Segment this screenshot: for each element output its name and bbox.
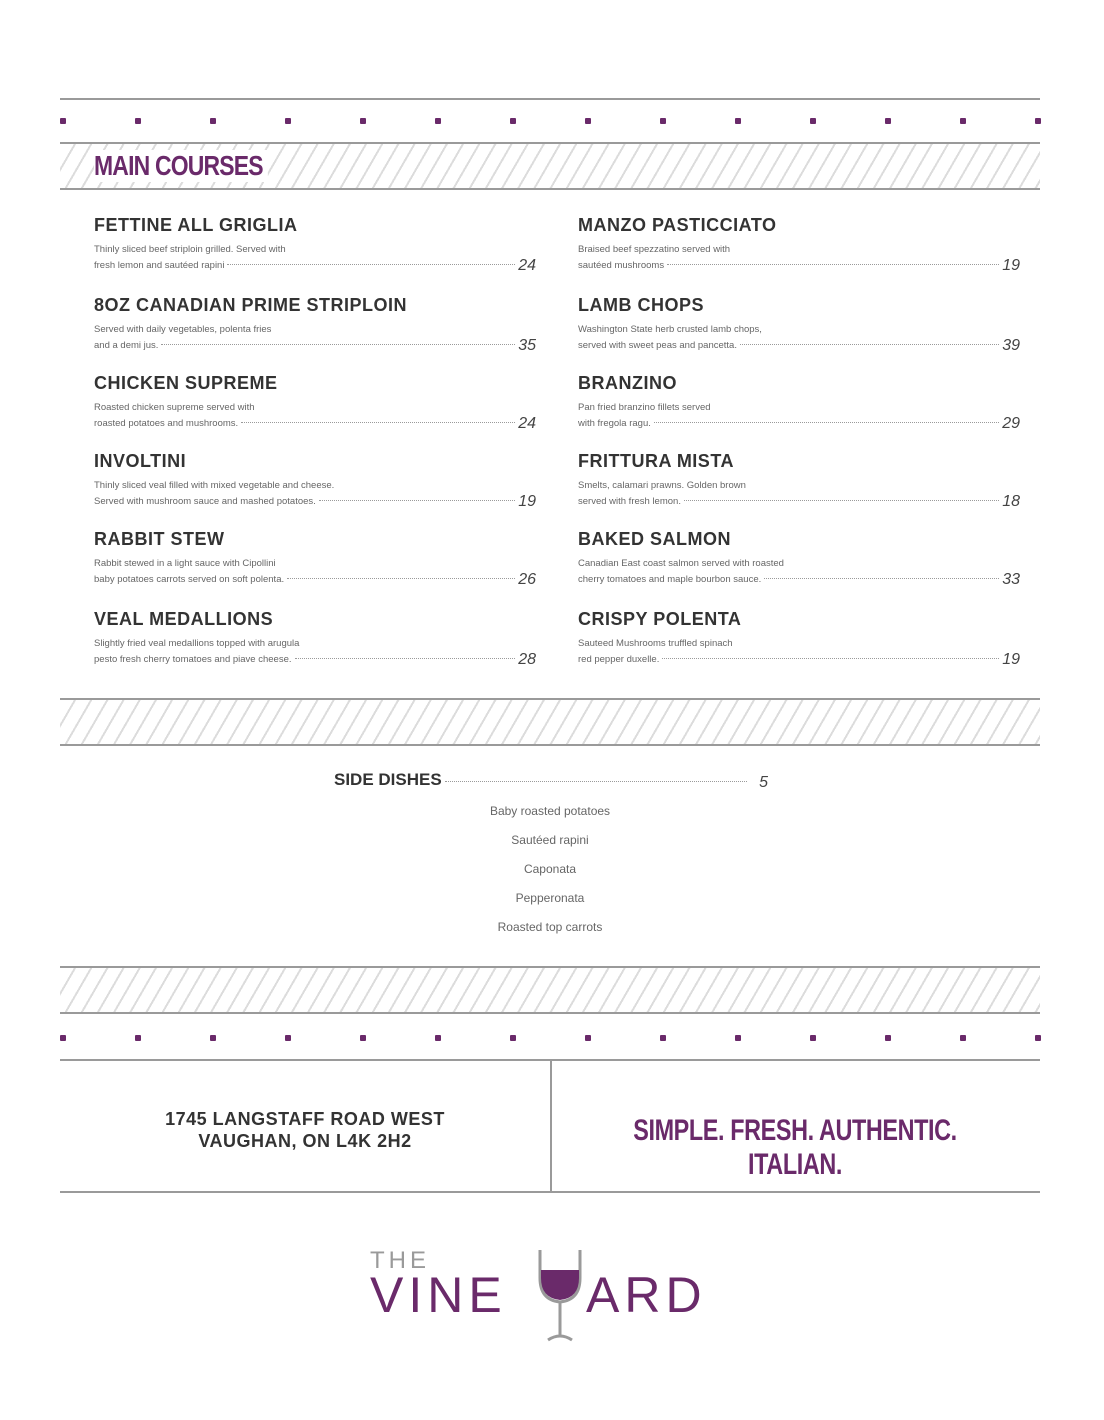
item-desc-line: Roasted chicken supreme served with [94,402,255,413]
item-name: 8OZ CANADIAN PRIME STRIPLOIN [94,295,408,315]
item-price: 33 [1002,571,1020,588]
logo-name-left: VINE [370,1267,507,1323]
item-description [94,637,536,667]
item-description [94,479,536,509]
item-description [578,637,1020,667]
side-dishes-list [0,802,1100,947]
dot-leader [684,500,999,501]
side-dish-item: Pepperonata [515,891,585,905]
item-desc-line: cherry tomatoes and maple bourbon sauce. [578,574,762,585]
item-desc-line: Rabbit stewed in a light sauce with Cipollini [94,558,276,569]
dot-leader [295,658,515,659]
menu-item [94,215,536,285]
menu-item [94,451,536,521]
item-description [94,243,536,273]
menu-item [94,609,536,679]
decorative-dot [810,118,816,124]
logo-name-right: ARD [586,1267,707,1323]
item-desc-line: Washington State herb crusted lamb chops, [578,324,762,335]
item-desc-line: Served with daily vegetables, polenta fries [94,324,272,335]
decorative-dot [960,118,966,124]
item-desc-line: Served with mushroom sauce and mashed potatoes. [94,496,316,507]
decorative-dot [510,118,516,124]
decorative-dot [60,118,66,124]
item-desc-line: and a demi jus. [94,340,159,351]
dot-leader [161,344,515,345]
item-price: 28 [518,651,536,668]
menu-item [578,215,1020,285]
menu-item [94,529,536,599]
item-name: RABBIT STEW [94,529,225,549]
item-price: 19 [518,493,536,510]
item-desc-line: red pepper duxelle. [578,654,660,665]
bottom-dot-row [60,1035,1040,1043]
item-desc-line: Thinly sliced beef striploin grilled. Served with [94,244,286,255]
menu-item [578,609,1020,679]
item-price: 29 [1002,415,1020,432]
item-desc-line: Canadian East coast salmon served with roasted [578,558,784,569]
vineyard-logo [360,1240,740,1350]
item-name: LAMB CHOPS [578,295,704,315]
wine-glass-icon [540,1250,580,1340]
decorative-dot [735,1035,741,1041]
menu-item [94,295,536,365]
item-name: MANZO PASTICCIATO [578,215,777,235]
item-desc-line: fresh lemon and sautéed rapini [94,260,225,271]
dot-leader [241,422,515,423]
decorative-dot [360,1035,366,1041]
item-name: CHICKEN SUPREME [94,373,278,393]
footer-divider [550,1060,552,1192]
lower-rule-bottom [60,1012,1040,1014]
dot-leader [287,578,515,579]
address-line: 1745 LANGSTAFF ROAD WEST [165,1109,445,1129]
top-dot-row [60,118,1040,126]
item-price: 19 [1002,651,1020,668]
item-description [578,557,1020,587]
decorative-dot [60,1035,66,1041]
item-desc-line: Pan fried branzino fillets served [578,402,711,413]
menu-item [94,373,536,443]
decorative-dot [510,1035,516,1041]
item-desc-line: baby potatoes carrots served on soft polenta. [94,574,285,585]
item-description [94,323,536,353]
side-dishes-price: 5 [759,774,768,791]
item-name: BRANZINO [578,373,677,393]
menu-item [578,529,1020,599]
decorative-dot [810,1035,816,1041]
address [60,1108,550,1152]
side-dish-item: Sautéed rapini [511,833,589,847]
mid-hatch-band [60,700,1040,744]
top-rule [60,98,1040,100]
item-description [578,323,1020,353]
item-desc-line: roasted potatoes and mushrooms. [94,418,239,429]
item-price: 24 [518,257,536,274]
address-line: VAUGHAN, ON L4K 2H2 [198,1131,412,1151]
decorative-dot [210,1035,216,1041]
decorative-dot [285,1035,291,1041]
item-desc-line: Sauteed Mushrooms truffled spinach [578,638,733,649]
item-name: BAKED SALMON [578,529,731,549]
mid-rule-bottom [60,744,1040,746]
lower-hatch-band [60,968,1040,1012]
dot-leader [740,344,999,345]
logo-the-text: THE [370,1247,430,1274]
decorative-dot [435,118,441,124]
menu-item [578,295,1020,365]
decorative-dot [885,1035,891,1041]
side-dishes-header [334,770,768,790]
item-name: FRITTURA MISTA [578,451,734,471]
item-name: CRISPY POLENTA [578,609,742,629]
item-description [94,401,536,431]
item-desc-line: served with sweet peas and pancetta. [578,340,737,351]
decorative-dot [660,118,666,124]
decorative-dot [285,118,291,124]
decorative-dot [135,1035,141,1041]
item-desc-line: sautéed mushrooms [578,260,665,271]
decorative-dot [360,118,366,124]
item-price: 19 [1002,257,1020,274]
item-desc-line: Thinly sliced veal filled with mixed vegetable and cheese. [94,480,335,491]
decorative-dot [735,118,741,124]
item-name: FETTINE ALL GRIGLIA [94,215,298,235]
footer-rule-bottom [60,1191,1040,1193]
item-name: VEAL MEDALLIONS [94,609,274,629]
side-dishes-label: SIDE DISHES [334,770,442,789]
menu-item [578,451,1020,521]
dot-leader [654,422,999,423]
tagline: SIMPLE. FRESH. AUTHENTIC. ITALIAN. [633,1114,957,1181]
item-desc-line: Braised beef spezzatino served with [578,244,731,255]
dot-leader [667,264,999,265]
menu-item [578,373,1020,443]
dot-leader [662,658,999,659]
side-dish-item: Caponata [523,862,577,876]
decorative-dot [960,1035,966,1041]
side-dish-item: Baby roasted potatoes [489,804,611,818]
item-name: INVOLTINI [94,451,187,471]
item-price: 26 [518,571,536,588]
decorative-dot [435,1035,441,1041]
item-desc-line: Slightly fried veal medallions topped with arugula [94,638,300,649]
decorative-dot [1035,118,1041,124]
decorative-dot [210,118,216,124]
dot-leader [764,578,999,579]
item-desc-line: pesto fresh cherry tomatoes and piave cheese. [94,654,292,665]
item-price: 24 [518,415,536,432]
section-title: MAIN COURSES [94,150,268,182]
decorative-dot [885,118,891,124]
item-desc-line: served with fresh lemon. [578,496,681,507]
decorative-dot [135,118,141,124]
item-price: 35 [518,337,536,354]
item-price: 18 [1002,493,1020,510]
item-price: 39 [1002,337,1020,354]
header-rule-bottom [60,188,1040,190]
side-dish-item: Roasted top carrots [497,920,603,934]
item-description [578,479,1020,509]
item-description [94,557,536,587]
dot-leader [319,500,515,501]
dot-leader [445,781,747,782]
decorative-dot [585,118,591,124]
item-description [578,243,1020,273]
dot-leader [227,264,515,265]
item-description [578,401,1020,431]
item-desc-line: Smelts, calamari prawns. Golden brown [578,480,746,491]
decorative-dot [660,1035,666,1041]
item-desc-line: with fregola ragu. [578,418,651,429]
decorative-dot [585,1035,591,1041]
decorative-dot [1035,1035,1041,1041]
